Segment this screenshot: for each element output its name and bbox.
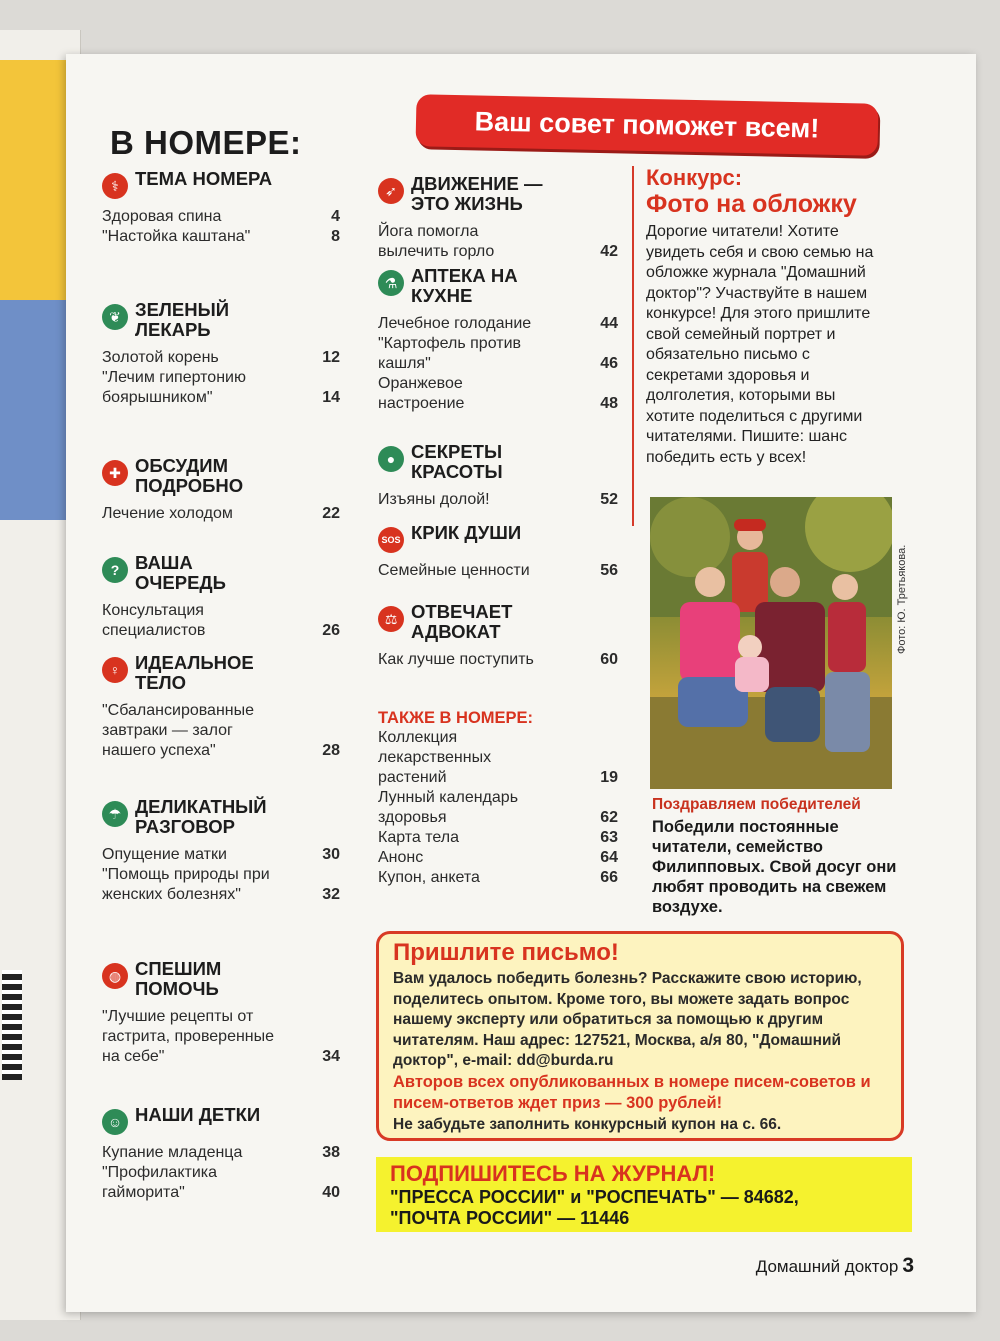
subscribe-title: ПОДПИШИТЕСЬ НА ЖУРНАЛ! (390, 1161, 716, 1186)
entry-title: Купон, анкета (378, 869, 480, 886)
entry-title: Опущение матки (102, 846, 227, 863)
entry-page: 8 (331, 228, 340, 245)
entry-title: Изъяны долой! (378, 491, 490, 508)
contents-section (102, 300, 340, 408)
entry-page: 38 (322, 1144, 340, 1161)
entry-page: 63 (600, 829, 618, 846)
section-heading (102, 553, 340, 593)
section-heading (102, 653, 340, 693)
entry-page: 46 (600, 355, 618, 372)
stethoscope-icon: ⚕ (102, 173, 128, 199)
section-title: СПЕШИМ ПОМОЧЬ (135, 958, 222, 999)
contest-text: Дорогие читатели! Хотите увидеть себя и свою семью на обложке журнала "Домашний доктор"? Участвуйте в нашем конкурсе! Для этого пришлите свой семейный портрет и обязательно письмо с секретами здоровья и долголетия, которыми вы хотите поделиться с другими читателями. Пишите: шанс победить есть у всех! (646, 223, 874, 466)
entry-page: 56 (600, 562, 618, 579)
send-letter-box (376, 931, 904, 1141)
contents-entry[interactable] (102, 227, 340, 247)
contents-entry[interactable] (378, 561, 618, 581)
contents-section (378, 442, 618, 510)
also-in-issue (378, 708, 618, 888)
section-title: НАШИ ДЕТКИ (135, 1104, 261, 1125)
contents-entry[interactable] (102, 1007, 340, 1067)
entry-page: 34 (322, 1048, 340, 1065)
contents-section (102, 653, 340, 761)
contents-section (378, 266, 618, 414)
entry-page: 12 (322, 349, 340, 366)
contents-entry[interactable] (102, 865, 340, 905)
children-icon: ☺ (102, 1109, 128, 1135)
section-title: ДЕЛИКАТНЫЙ РАЗГОВОР (135, 796, 267, 837)
subscribe-index-2: "ПОЧТА РОССИИ" — 11446 (390, 1208, 630, 1228)
contents-section (102, 456, 340, 524)
entry-title: Купание младенца (102, 1144, 243, 1161)
entry-title: Йога помогла вылечить горло (378, 223, 495, 260)
contents-section (378, 523, 618, 581)
contents-entry[interactable] (102, 1143, 340, 1163)
section-title: КРИК ДУШИ (411, 522, 522, 543)
entry-page: 32 (322, 886, 340, 903)
contents-entry[interactable] (102, 348, 340, 368)
contents-section (378, 174, 618, 262)
contents-entry[interactable] (378, 374, 618, 414)
contents-entry[interactable] (378, 828, 618, 848)
entry-title: "Сбалансированные завтраки — залог нашего успеха" (102, 702, 255, 759)
umbrella-icon: ☂ (102, 801, 128, 827)
entry-title: Лечебное голодание (378, 315, 532, 332)
section-title: ТЕМА НОМЕРА (135, 168, 273, 189)
contents-entry[interactable] (378, 650, 618, 670)
contents-entry[interactable] (378, 222, 618, 262)
section-title: ДВИЖЕНИЕ — ЭТО ЖИЗНЬ (411, 173, 543, 214)
section-title: ОТВЕЧАЕТ АДВОКАТ (411, 601, 513, 642)
coupon-reminder: Не забудьте заполнить конкурсный купон на с. 66. (393, 1115, 782, 1133)
entry-page: 52 (600, 491, 618, 508)
previous-page-blue-block (0, 300, 70, 520)
section-heading (378, 523, 618, 553)
section-heading (102, 959, 340, 999)
contents-section (102, 959, 340, 1067)
contents-entry[interactable] (102, 601, 340, 641)
question-icon: ? (102, 557, 128, 583)
entry-title: Лечение холодом (102, 505, 233, 522)
contents-section (102, 797, 340, 905)
section-title: ИДЕАЛЬНОЕ ТЕЛО (135, 652, 254, 693)
magazine-page (66, 54, 976, 1312)
contents-entry[interactable] (378, 728, 618, 788)
send-letter-title: Пришлите письмо! (393, 939, 619, 966)
entry-page: 64 (600, 849, 618, 866)
sos-icon: SOS (378, 527, 404, 553)
subscribe-box (376, 1157, 912, 1232)
section-heading (378, 266, 618, 306)
contents-entry[interactable] (378, 788, 618, 828)
contents-entry[interactable] (102, 845, 340, 865)
qr-code-fragment (2, 970, 22, 1080)
section-heading (378, 442, 618, 482)
contents-entry[interactable] (102, 207, 340, 227)
entry-title: "Лечим гипертонию боярышником" (102, 369, 246, 406)
photo-credit: Фото: Ю. Третьякова. (896, 544, 908, 654)
entry-page: 62 (600, 809, 618, 826)
entry-title: "Профилактика гайморита" (102, 1164, 218, 1201)
page-footer (756, 1254, 914, 1278)
entry-title: Анонс (378, 849, 424, 866)
section-heading (102, 456, 340, 496)
send-letter-text: Вам удалось победить болезнь? Расскажите свою историю, поделитесь опытом. Кроме того, вы можете задать вопрос нашему эксперту или обратиться за помощью к другим читателям. Наш адрес: 127521, Москва, а/я 80, "Домашний доктор", e-mail: dd@burda.ru (393, 970, 862, 1069)
section-heading (102, 1105, 340, 1135)
section-title: СЕКРЕТЫ КРАСОТЫ (411, 441, 503, 482)
family-photo (650, 497, 892, 789)
entry-page: 14 (322, 389, 340, 406)
entry-title: Оранжевое настроение (378, 375, 465, 412)
winners-text: Победили постоянные читатели, семейство Филипповых. Свой досуг они любят проводить на свежем воздухе. (652, 818, 897, 916)
entry-page: 60 (600, 651, 618, 668)
advice-banner: Ваш совет поможет всем! (416, 94, 879, 156)
entry-title: "Помощь природы при женских болезнях" (102, 866, 270, 903)
contents-section (378, 602, 618, 670)
contents-entry[interactable] (102, 1163, 340, 1203)
contents-entry[interactable] (378, 848, 618, 868)
contents-entry[interactable] (378, 868, 618, 888)
contents-entry[interactable] (102, 701, 340, 761)
entry-page: 66 (600, 869, 618, 886)
section-title: ЗЕЛЕНЫЙ ЛЕКАРЬ (135, 299, 230, 340)
scales-icon: ⚖ (378, 606, 404, 632)
section-heading (102, 169, 340, 199)
entry-title: Коллекция лекарственных растений (378, 729, 492, 786)
previous-page-yellow-block (0, 60, 70, 310)
dish-icon: ◍ (102, 963, 128, 989)
contest-divider (632, 166, 634, 526)
entry-page: 26 (322, 622, 340, 639)
section-heading (378, 174, 618, 214)
entry-title: Здоровая спина (102, 208, 222, 225)
page-number: 3 (902, 1254, 914, 1277)
contents-section (102, 169, 340, 247)
section-heading (102, 300, 340, 340)
body-icon: ♀ (102, 657, 128, 683)
entry-page: 22 (322, 505, 340, 522)
page-title: В НОМЕРЕ: (110, 124, 302, 161)
entry-title: "Настойка каштана" (102, 228, 251, 245)
prize-text: Авторов всех опубликованных в номере писем-советов и писем-ответов ждет приз — 300 рублей! (393, 1072, 871, 1112)
contents-entry[interactable] (378, 490, 618, 510)
section-title: ВАША ОЧЕРЕДЬ (135, 552, 226, 593)
subscribe-index-1: "ПРЕССА РОССИИ" и "РОСПЕЧАТЬ" — 84682, (390, 1187, 799, 1207)
section-heading (378, 602, 618, 642)
contents-entry[interactable] (378, 314, 618, 334)
entry-page: 40 (322, 1184, 340, 1201)
entry-page: 28 (322, 742, 340, 759)
entry-page: 42 (600, 243, 618, 260)
contest-title: Конкурс: (646, 165, 743, 190)
beauty-icon: ● (378, 446, 404, 472)
section-heading (102, 797, 340, 837)
leaf-icon: ❦ (102, 304, 128, 330)
entry-title: "Лучшие рецепты от гастрита, проверенные на себе" (102, 1008, 275, 1065)
contents-entry[interactable] (102, 504, 340, 524)
winners-title: Поздравляем победителей (652, 796, 861, 813)
entry-page: 30 (322, 846, 340, 863)
entry-page: 48 (600, 395, 618, 412)
family-photo-illustration (650, 497, 892, 789)
entry-title: Карта тела (378, 829, 460, 846)
cross-icon: ✚ (102, 460, 128, 486)
entry-page: 19 (600, 769, 618, 786)
entry-title: Семейные ценности (378, 562, 530, 579)
contents-section (102, 1105, 340, 1203)
contents-section (102, 553, 340, 641)
entry-title: Как лучше поступить (378, 651, 534, 668)
runner-icon: ➶ (378, 178, 404, 204)
entry-page: 4 (331, 208, 340, 225)
entry-title: Лунный календарь здоровья (378, 789, 519, 826)
entry-title: Золотой корень (102, 349, 219, 366)
magazine-name: Домашний доктор (755, 1257, 899, 1276)
entry-title: "Картофель против кашля" (378, 335, 522, 372)
entry-page: 44 (600, 315, 618, 332)
section-title: АПТЕКА НА КУХНЕ (411, 265, 518, 306)
contents-entry[interactable] (102, 368, 340, 408)
section-title: ОБСУДИМ ПОДРОБНО (135, 455, 244, 496)
contents-entry[interactable] (378, 334, 618, 374)
contest-block (646, 166, 886, 468)
entry-title: Консультация специалистов (102, 602, 206, 639)
also-in-issue-title: ТАКЖЕ В НОМЕРЕ: (378, 709, 534, 727)
contest-subtitle: Фото на обложку (646, 190, 857, 218)
pharmacy-icon: ⚗ (378, 270, 404, 296)
